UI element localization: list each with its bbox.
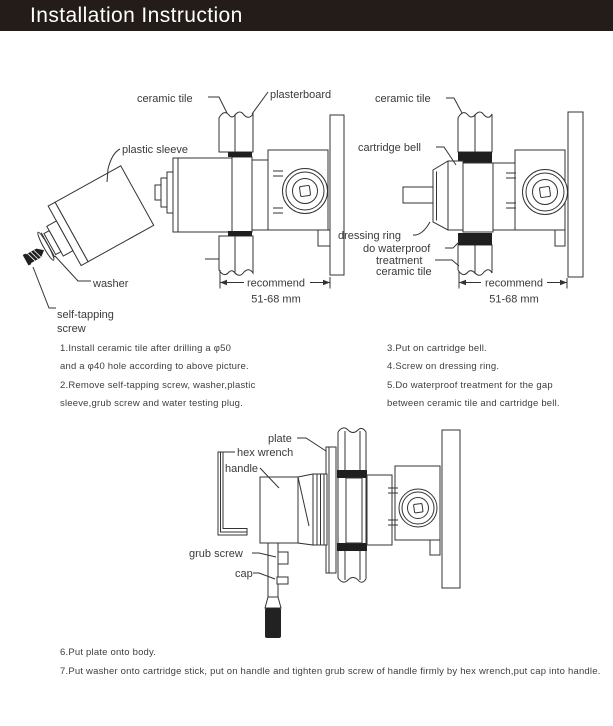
instruction-line: and a φ40 hole according to above picture. xyxy=(60,361,249,373)
ceramic-tile-top-label: ceramic tile xyxy=(375,93,431,105)
instruction-line: between ceramic tile and cartridge bell. xyxy=(387,398,560,410)
recommend-label: recommend xyxy=(246,277,306,290)
dressing-ring-label: dressing ring xyxy=(338,230,401,242)
dimension-recommend xyxy=(220,270,330,306)
washer-label: washer xyxy=(93,278,129,290)
instructions-steps-6-7 xyxy=(60,644,601,682)
instruction-line: 4.Screw on dressing ring. xyxy=(387,361,500,373)
grub-screw-label: grub screw xyxy=(189,548,243,560)
diagram-valve-sleeve xyxy=(30,85,345,337)
valve-body-drawing xyxy=(155,157,252,232)
plate-label: plate xyxy=(268,433,292,445)
instruction-line: 3.Put on cartridge bell. xyxy=(387,343,487,354)
instruction-line: 1.Install ceramic tile after drilling a φ50 xyxy=(60,343,232,354)
back-wall xyxy=(442,430,460,588)
back-wall xyxy=(568,112,583,277)
ceramic-tile-label: ceramic tile xyxy=(137,93,193,105)
wall-cross-section xyxy=(337,428,367,582)
cartridge-bell-label: cartridge bell xyxy=(358,142,421,154)
diagram-handle-plate xyxy=(150,418,470,646)
range-label: 51-68 mm xyxy=(489,293,539,306)
instruction-line: 2.Remove self-tapping screw, washer,plastic xyxy=(60,379,256,391)
instruction-line: 7.Put washer onto cartridge stick, put on handle and tighten grub screw of handle firmly by hex wrench,put cap into handle. xyxy=(60,665,601,677)
instruction-line: 5.Do waterproof treatment for the gap xyxy=(387,379,553,391)
treatment-label: treatment xyxy=(376,255,423,267)
instructions-steps-3-5 xyxy=(387,340,560,414)
ceramic-tile-bottom-label: ceramic tile xyxy=(376,266,432,278)
plasterboard-label: plasterboard xyxy=(270,89,332,101)
instruction-line: 6.Put plate onto body. xyxy=(60,647,157,658)
plastic-sleeve-label: plastic sleeve xyxy=(122,144,189,156)
cap-label: cap xyxy=(235,568,253,580)
plastic-sleeve-drawing xyxy=(8,166,154,288)
self-tapping-screw-label-1: self-tapping xyxy=(57,309,114,321)
cartridge-bell-drawing xyxy=(403,161,463,230)
self-tapping-screw-drawing xyxy=(23,245,47,266)
grub-screw-drawing xyxy=(278,552,288,564)
recommend-label: recommend xyxy=(484,277,544,290)
valve-mount-drawing xyxy=(493,150,568,246)
valve-mount-drawing xyxy=(367,466,440,555)
page-title: Installation Instruction xyxy=(0,0,613,31)
self-tapping-screw-label-2: screw xyxy=(57,323,86,335)
cap-drawing xyxy=(277,577,288,584)
do-waterproof-label: do waterproof xyxy=(363,243,431,255)
handle-label: handle xyxy=(225,463,259,475)
threaded-section xyxy=(463,163,493,232)
range-label: 51-68 mm xyxy=(251,293,301,306)
instructions-steps-1-2 xyxy=(60,340,256,414)
hex-wrench-label: hex wrench xyxy=(237,447,294,459)
valve-mount-drawing xyxy=(252,150,330,246)
dimension-recommend xyxy=(459,271,567,306)
instruction-line: sleeve,grub screw and water testing plug. xyxy=(60,398,243,410)
diagram-cartridge-bell xyxy=(330,85,613,337)
